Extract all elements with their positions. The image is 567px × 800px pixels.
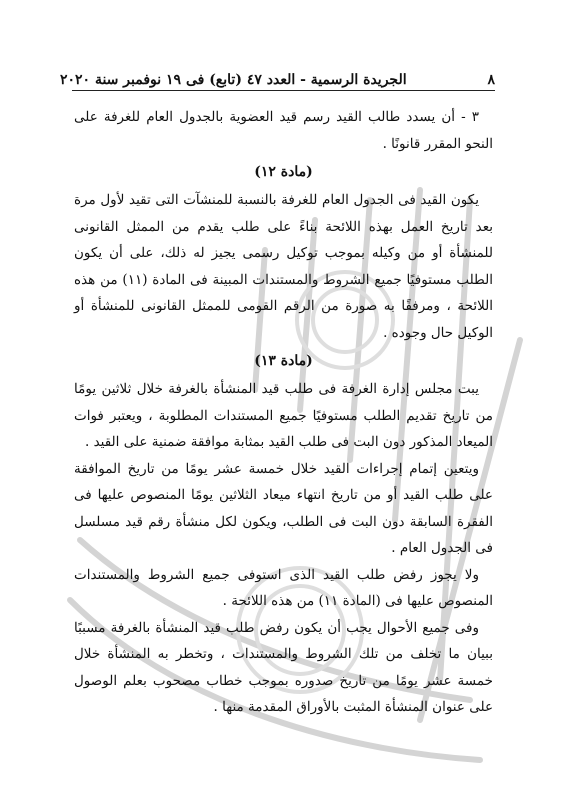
article-13-heading: (مادة ١٣) [254,353,313,369]
article-12-heading: (مادة ١٢) [254,164,313,180]
header-divider [72,90,495,91]
page-header [60,62,495,88]
article-13-paragraph-2: ويتعين إتمام إجراءات القيد خلال خمسة عشر يومًا من تاريخ الموافقة على طلب القيد أو من تاريخ انتهاء ميعاد الثلاثين يومًا المنصوص عليها فى الفقرة السابقة دون البت فى الطلب، ويكون لكل منشأة رقم قيد مسلسل فى الجدول العام . [74,460,493,556]
document-body [74,104,493,721]
gazette-title: الجريدة الرسمية - العدد ٤٧ (تابع) فى ١٩ نوفمبر سنة ٢٠٢٠ [60,72,407,88]
article-13-paragraph-1: يبت مجلس إدارة الغرفة فى طلب قيد المنشأة بالغرفة خلال ثلاثين يومًا من تاريخ تقديم الطلب مستوفيًا جميع المستندات المطلوبة ، ويعتبر فوات الميعاد المذكور دون البت فى طلب القيد بمثابة موافقة ضمنية على القيد . [74,381,493,450]
article-13-paragraph-4: وفى جميع الأحوال يجب أن يكون رفض طلب قيد المنشأة بالغرفة مسببًا ببيان ما تخلف من تلك الشروط والمستندات ، وتخطر به المنشأة خلال خمسة عشر يومًا من تاريخ صدوره بموجب خطاب مصحوب بعلم الوصول على عنوان المنشأة المثبت بالأوراق المقدمة منها . [74,619,493,715]
condition-item-3: ٣ - أن يسدد طالب القيد رسم قيد العضوية بالجدول العام للغرفة على النحو المقرر قانونًا . [74,109,493,152]
article-12-paragraph: يكون القيد فى الجدول العام للغرفة بالنسبة للمنشآت التى تقيد لأول مرة بعد تاريخ العمل بهذه اللائحة بناءً على طلب يقدم من الممثل القانونى للمنشأة أو من وكيله بموجب توكيل رسمى يجيز له ذلك، على أن يكون الطلب مستوفيًا جميع الشروط والمستندات المبينة فى المادة (١١) من هذه اللائحة ، ومرفقًا به صورة من الرقم القومى للممثل القانونى للمنشأة أو الوكيل حال وجوده . [74,192,493,341]
page-number: ٨ [487,72,495,88]
article-13-paragraph-3: ولا يجوز رفض طلب القيد الذى استوفى جميع الشروط والمستندات المنصوص عليها فى (المادة ١١) من هذه اللائحة . [74,566,493,609]
